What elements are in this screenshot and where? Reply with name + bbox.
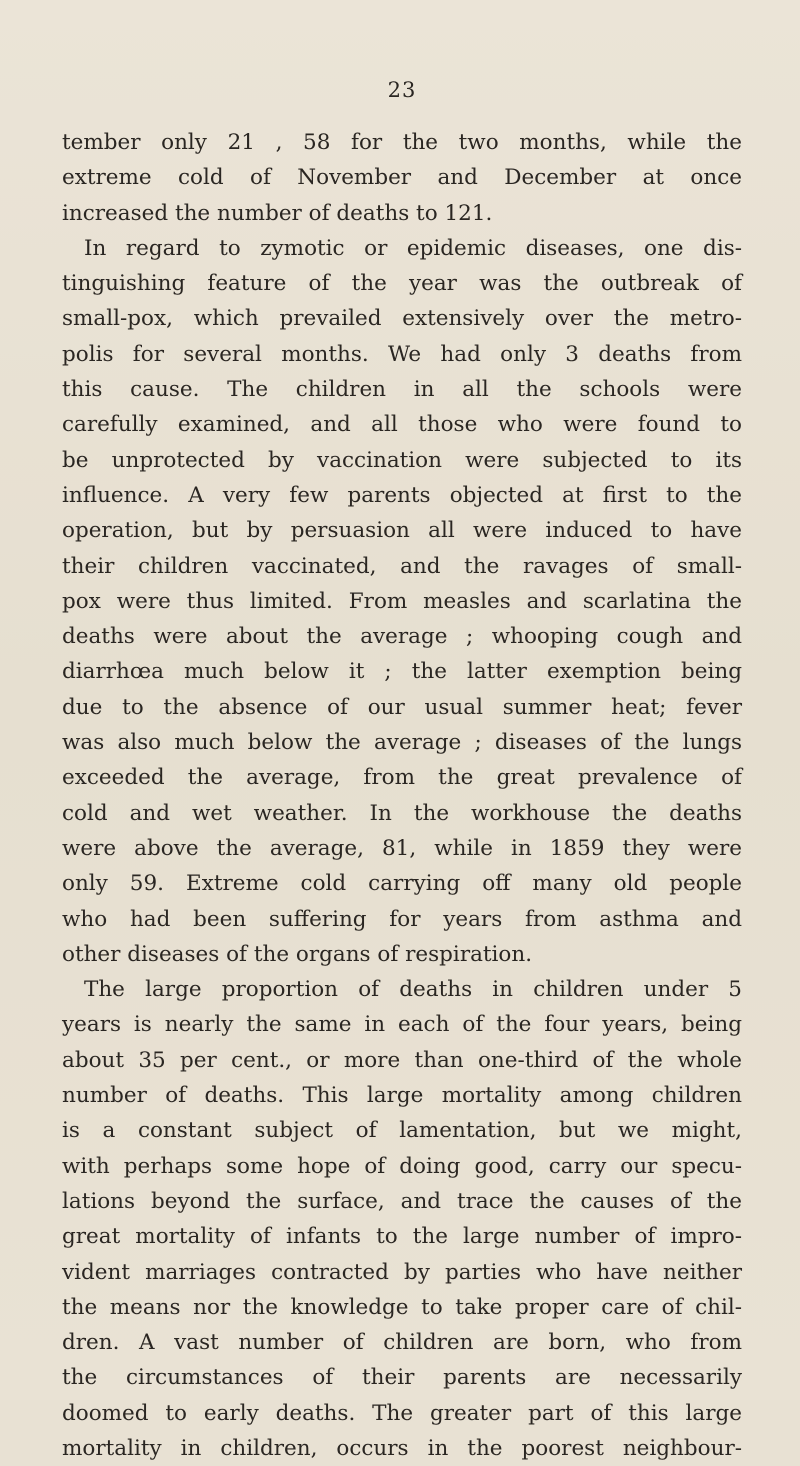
text-line: cold and wet weather. In the workhouse the deaths xyxy=(62,800,742,826)
text-line: small-pox, which prevailed extensively over the metro- xyxy=(62,306,742,332)
paragraph xyxy=(62,231,742,972)
text-line: deaths were about the average ; whooping cough and xyxy=(62,624,742,650)
text-line: The large proportion of deaths in children under 5 xyxy=(84,977,742,1003)
text-line: with perhaps some hope of doing good, carry our specu- xyxy=(62,1153,742,1179)
text-line: their children vaccinated, and the ravages of small- xyxy=(62,553,742,579)
text-line: is a constant subject of lamentation, but we might, xyxy=(62,1118,742,1144)
text-line: mortality in children, occurs in the poorest neighbour- xyxy=(62,1435,742,1461)
paragraph xyxy=(62,972,742,1466)
text-line: tember only 21 , 58 for the two months, while the xyxy=(62,130,742,155)
text-line: carefully examined, and all those who were found to xyxy=(62,412,742,438)
text-line: due to the absence of our usual summer heat; fever xyxy=(62,694,742,720)
paragraph xyxy=(62,125,742,231)
text-line: tinguishing feature of the year was the outbreak of xyxy=(62,271,742,297)
text-line: exceeded the average, from the great prevalence of xyxy=(62,765,742,791)
body-text xyxy=(62,125,742,1466)
text-line: extreme cold of November and December at once xyxy=(62,165,742,191)
text-line: about 35 per cent., or more than one-third of the whole xyxy=(62,1047,742,1073)
text-line: the circumstances of their parents are necessarily xyxy=(62,1365,742,1391)
text-line: dren. A vast number of children are born, who from xyxy=(62,1330,742,1356)
text-line: were above the average, 81, while in 1859 they were xyxy=(62,835,742,861)
text-line: doomed to early deaths. The greater part of this large xyxy=(62,1400,742,1426)
text-line: increased the number of deaths to 121. xyxy=(62,200,493,226)
text-line: was also much below the average ; diseases of the lungs xyxy=(62,730,742,756)
text-line: influence. A very few parents objected at first to the xyxy=(62,482,742,508)
text-line: pox were thus limited. From measles and scarlatina the xyxy=(62,588,742,614)
text-line: who had been suffering for years from asthma and xyxy=(62,906,742,932)
text-line: be unprotected by vaccination were subjected to its xyxy=(62,447,742,473)
text-line: operation, but by persuasion all were induced to have xyxy=(62,518,742,544)
text-line: polis for several months. We had only 3 deaths from xyxy=(62,341,742,367)
text-line: number of deaths. This large mortality among children xyxy=(62,1083,742,1109)
text-line: vident marriages contracted by parties who have neither xyxy=(62,1259,742,1285)
text-line: lations beyond the surface, and trace the causes of the xyxy=(62,1188,742,1214)
text-line: this cause. The children in all the schools were xyxy=(62,377,742,403)
page-number: 23 xyxy=(387,78,417,102)
text-line: great mortality of infants to the large number of impro- xyxy=(62,1224,742,1250)
text-line: other diseases of the organs of respiration. xyxy=(62,941,533,967)
text-line: In regard to zymotic or epidemic diseases, one dis- xyxy=(84,235,742,261)
text-line: only 59. Extreme cold carrying off many old people xyxy=(62,871,742,897)
text-line: years is nearly the same in each of the four years, being xyxy=(62,1012,742,1038)
text-line: diarrhœa much below it ; the latter exemption being xyxy=(62,659,742,685)
text-line: the means nor the knowledge to take proper care of chil- xyxy=(62,1294,742,1320)
